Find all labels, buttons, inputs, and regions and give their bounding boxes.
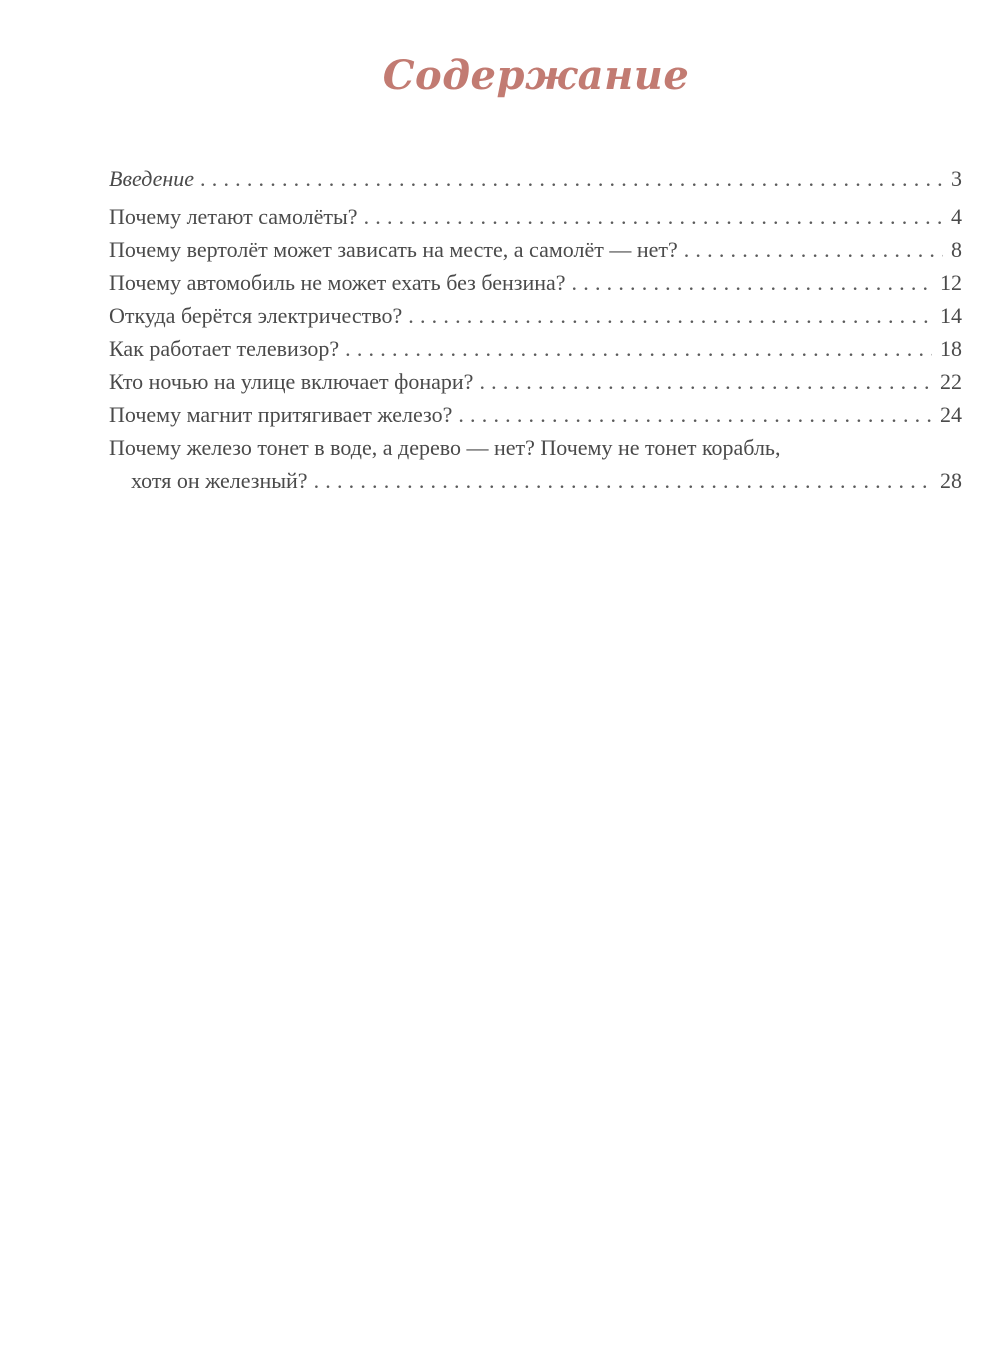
dot-leader: [572, 266, 932, 299]
toc-entry: [109, 332, 962, 365]
toc-entry-line2: [109, 464, 962, 497]
toc-entry-page: 18: [940, 336, 962, 361]
toc-entry-page: 12: [940, 270, 962, 295]
dot-leader: [684, 233, 943, 266]
toc-entry-page: 22: [940, 369, 962, 394]
dot-leader: [200, 162, 943, 195]
toc-entry: [109, 365, 962, 398]
table-of-contents: [109, 162, 962, 497]
toc-entry-title: Кто ночью на улице включает фонари?: [109, 369, 474, 394]
toc-entry-title: Почему летают самолёты?: [109, 204, 358, 229]
toc-entry-multiline: [109, 431, 962, 497]
toc-entry-page: 8: [951, 237, 962, 262]
toc-entry: [109, 266, 962, 299]
dot-leader: [458, 398, 932, 431]
toc-entry-intro: [109, 162, 962, 195]
toc-entry-page: 4: [951, 204, 962, 229]
toc-entry-title: Почему автомобиль не может ехать без бензина?: [109, 270, 566, 295]
dot-leader: [479, 365, 932, 398]
dot-leader: [314, 464, 932, 497]
toc-entry-title: Как работает телевизор?: [109, 336, 340, 361]
toc-entry: [109, 233, 962, 266]
toc-entry-page: 3: [951, 166, 962, 191]
dot-leader: [408, 299, 932, 332]
dot-leader: [345, 332, 932, 365]
dot-leader: [364, 200, 943, 233]
toc-entry-title: Почему вертолёт может зависать на месте, а самолёт — нет?: [109, 237, 678, 262]
toc-entry-page: 14: [940, 303, 962, 328]
toc-entry-title: Откуда берётся электричество?: [109, 303, 403, 328]
toc-entry-page: 24: [940, 402, 962, 427]
toc-entry: [109, 200, 962, 233]
toc-entry-title-line2: хотя он железный?: [131, 468, 308, 493]
toc-entry: [109, 299, 962, 332]
toc-entry: [109, 398, 962, 431]
toc-entry-title: Введение: [109, 166, 195, 191]
page-title: Содержание: [382, 52, 690, 99]
toc-entry-page: 28: [940, 468, 962, 493]
toc-entry-title: Почему магнит притягивает железо?: [109, 402, 453, 427]
toc-entry-title-line1: Почему железо тонет в воде, а дерево — нет? Почему не тонет корабль,: [109, 435, 781, 460]
